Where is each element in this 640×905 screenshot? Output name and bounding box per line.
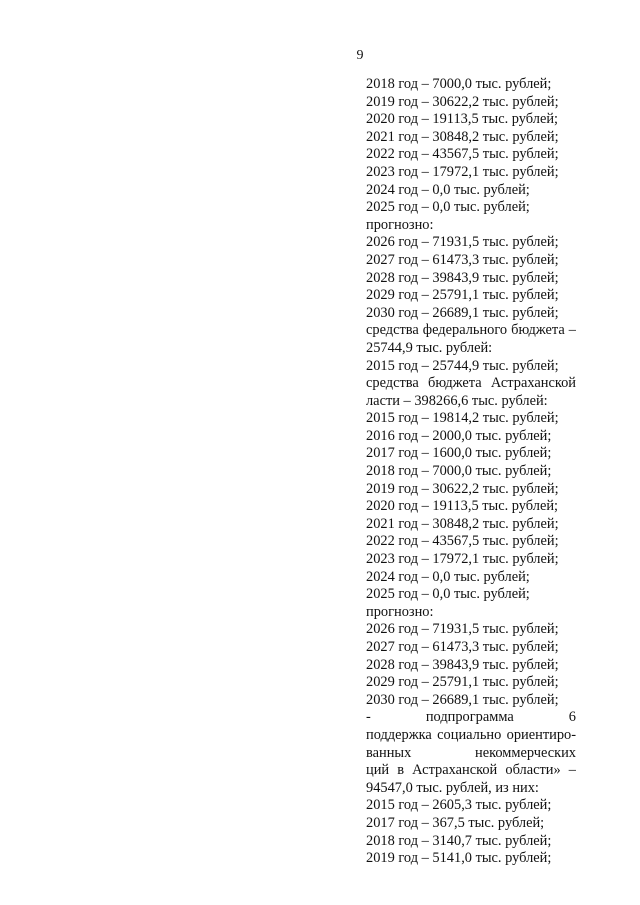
- text-line: 2016 год – 2000,0 тыс. рублей;: [366, 427, 552, 444]
- text-line: 2024 год – 0,0 тыс. рублей;: [366, 181, 530, 198]
- text-line: 2023 год – 17972,1 тыс. рублей;: [366, 551, 559, 568]
- text-line: 2030 год – 26689,1 тыс. рублей;: [366, 691, 559, 708]
- text-line: поддержка социально ориентиро-: [366, 726, 576, 743]
- text-line: 2019 год – 30622,2 тыс. рублей;: [366, 93, 559, 110]
- text-line: ласти – 398266,6 тыс. рублей:: [366, 392, 548, 409]
- text-line: ций в Астраханской области» –: [366, 762, 576, 779]
- text-line: 2017 год – 1600,0 тыс. рублей;: [366, 445, 552, 462]
- text-line: 2015 год – 25744,9 тыс. рублей;: [366, 357, 559, 374]
- text-line: 2018 год – 7000,0 тыс. рублей;: [366, 76, 552, 92]
- text-line: 2019 год – 30622,2 тыс. рублей;: [366, 480, 559, 497]
- page-number: 9: [356, 48, 364, 63]
- text-line: 2030 год – 26689,1 тыс. рублей;: [366, 304, 559, 321]
- text-line: 2025 год – 0,0 тыс. рублей;: [366, 586, 530, 603]
- text-line: средства бюджета Астраханской: [366, 375, 576, 392]
- text-line: 2018 год – 7000,0 тыс. рублей;: [366, 463, 552, 480]
- text-line: 2026 год – 71931,5 тыс. рублей;: [366, 234, 559, 251]
- text-line: прогнозно:: [366, 216, 434, 233]
- text-line: прогнозно:: [366, 603, 434, 620]
- text-line: 2015 год – 19814,2 тыс. рублей;: [366, 410, 559, 427]
- text-line: 2024 год – 0,0 тыс. рублей;: [366, 568, 530, 585]
- document-text-column: [366, 76, 576, 868]
- text-line: средства федерального бюджета –: [366, 322, 576, 339]
- text-line: 2017 год – 367,5 тыс. рублей;: [366, 814, 545, 831]
- text-line: 2028 год – 39843,9 тыс. рублей;: [366, 269, 559, 286]
- text-line: 94547,0 тыс. рублей, из них:: [366, 779, 539, 796]
- text-line: 2020 год – 19113,5 тыс. рублей;: [366, 111, 559, 128]
- text-line: 2029 год – 25791,1 тыс. рублей;: [366, 674, 559, 691]
- text-line: 2027 год – 61473,3 тыс. рублей;: [366, 251, 559, 268]
- text-line: 2023 год – 17972,1 тыс. рублей;: [366, 163, 559, 180]
- text-line: 2022 год – 43567,5 тыс. рублей;: [366, 146, 559, 163]
- text-line: 2029 год – 25791,1 тыс. рублей;: [366, 287, 559, 304]
- text-line: 2019 год – 5141,0 тыс. рублей;: [366, 850, 552, 867]
- text-line: 2018 год – 3140,7 тыс. рублей;: [366, 832, 552, 849]
- text-line: ванных некоммерческих: [366, 744, 576, 761]
- text-line: 2020 год – 19113,5 тыс. рублей;: [366, 498, 559, 515]
- text-line: 2021 год – 30848,2 тыс. рублей;: [366, 515, 559, 532]
- text-line: 2015 год – 2605,3 тыс. рублей;: [366, 797, 552, 814]
- text-line: 2026 год – 71931,5 тыс. рублей;: [366, 621, 559, 638]
- text-line: 2025 год – 0,0 тыс. рублей;: [366, 199, 530, 216]
- text-line: 2021 год – 30848,2 тыс. рублей;: [366, 128, 559, 145]
- text-line: 2022 год – 43567,5 тыс. рублей;: [366, 533, 559, 550]
- text-line: - подпрограмма 6: [366, 709, 576, 726]
- text-line: 25744,9 тыс. рублей:: [366, 339, 493, 356]
- text-line: 2028 год – 39843,9 тыс. рублей;: [366, 656, 559, 673]
- text-line: 2027 год – 61473,3 тыс. рублей;: [366, 639, 559, 655]
